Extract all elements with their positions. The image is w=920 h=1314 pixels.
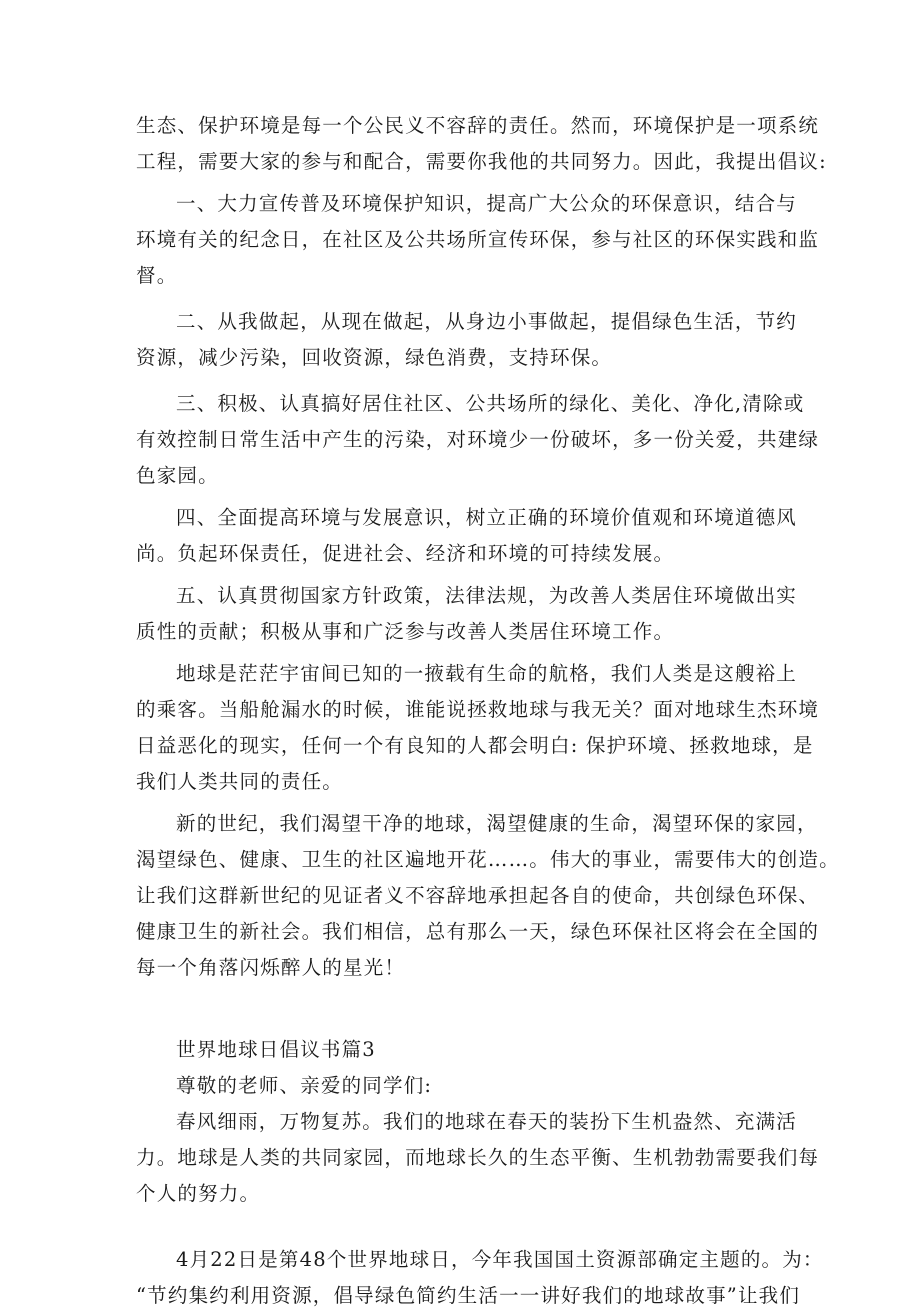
text-line: 质性的贡献；积极从事和广泛参与改善人类居住环境工作。 [136,620,675,643]
text-line: 环境有关的纪念日，在社区及公共场所宣传环保，参与社区的环保实践和监 [136,228,820,251]
text-line: 生态、保护环境是每一个公民义不容辞的责任。然而，环境保护是一项系统 [136,114,820,137]
text-line: 尊敬的老师、亲爱的同学们: [176,1074,433,1097]
text-line: 地球是茫茫宇宙间已知的一掖载有生命的航格，我们人类是这艘裕上 [176,662,798,685]
paragraph-proposal-3 [136,386,820,494]
text-line: 新的世纪，我们渴望干净的地球，渴望健康的生命，渴望环保的家园， [176,812,818,835]
text-line: 健康卫生的新社会。我们相信，总有那么一天，绿色环保社区将会在全国的 [136,920,820,943]
text-line: 色家园。 [136,464,219,487]
text-line: 让我们这群新世纪的见证者义不容辞地承担起各自的使命，共创绿色环保、 [136,884,820,907]
text-line: 资源，减少污染，回收资源，绿色消费，支持环保。 [136,346,613,369]
text-line: 4月22日是第48个世界地球日，今年我国国土资源部确定主题的。为： [176,1248,824,1271]
text-line: 日益恶化的现实，任何一个有良知的人都会明白: 保护环境、拯救地球，是 [136,734,814,757]
paragraph-earth-day [136,1242,824,1314]
section-heading [136,1032,788,1068]
text-line: “节约集约利用资源，倡导绿色简约生活一一讲好我们的地球故事”让我们 [136,1284,801,1307]
greeting [136,1068,788,1104]
text-line: 力。地球是人类的共同家园，而地球长久的生态平衡、生机勃勃需要我们每 [136,1146,820,1169]
paragraph-proposal-4 [136,500,798,572]
text-line: 我们人类共同的责任。 [136,770,344,793]
text-line: 世界地球日倡议书篇3 [176,1038,376,1061]
text-line: 尚。负起环保责任，促进社会、经济和环境的可持续发展。 [136,542,675,565]
text-line: 春风细雨，万物复苏。我们的地球在春天的装扮下生机盎然、充满活 [176,1110,798,1133]
text-line: 五、认真贯彻国家方针政策，法律法规，为改善人类居住环境做出实 [176,584,798,607]
text-line: 三、积极、认真搞好居住社区、公共场所的绿化、美化、净化,清除或 [176,392,805,415]
paragraph-new-century [136,806,840,986]
text-line: 的乘客。当船舱漏水的时候，谁能说拯救地球与我无关？面对地球生杰环境 [136,698,820,721]
text-line: 一、大力宣传普及环境保护知识，提高广大公众的环保意识，结合与 [176,192,798,215]
text-line: 有效控制日常生活中产生的污染，对环境少一份破坏，多一份关爱，共建绿 [136,428,820,451]
text-line: 每一个角落闪烁醉人的星光！ [136,956,406,979]
paragraph-earth [136,656,820,800]
text-line: 二、从我做起，从现在做起，从身边小事做起，提倡绿色生活，节约 [176,310,798,333]
paragraph-proposal-5 [136,578,798,650]
text-line: 四、全面提高环境与发展意识，树立正确的环境价值观和环境道德风 [176,506,798,529]
text-line: 渴望绿色、健康、卫生的社区遍地开花……。伟大的事业，需要伟大的创造。 [136,848,840,871]
text-line: 督。 [136,264,178,287]
paragraph-intro [136,108,827,180]
text-line: 个人的努力。 [136,1182,261,1205]
text-line: 工程，需要大家的参与和配合，需要你我他的共同努力。因此，我提出倡议: [136,150,827,173]
paragraph-proposal-1 [136,186,820,294]
paragraph-proposal-2 [136,304,798,376]
document-page [136,108,840,1314]
paragraph-spring [136,1104,820,1212]
